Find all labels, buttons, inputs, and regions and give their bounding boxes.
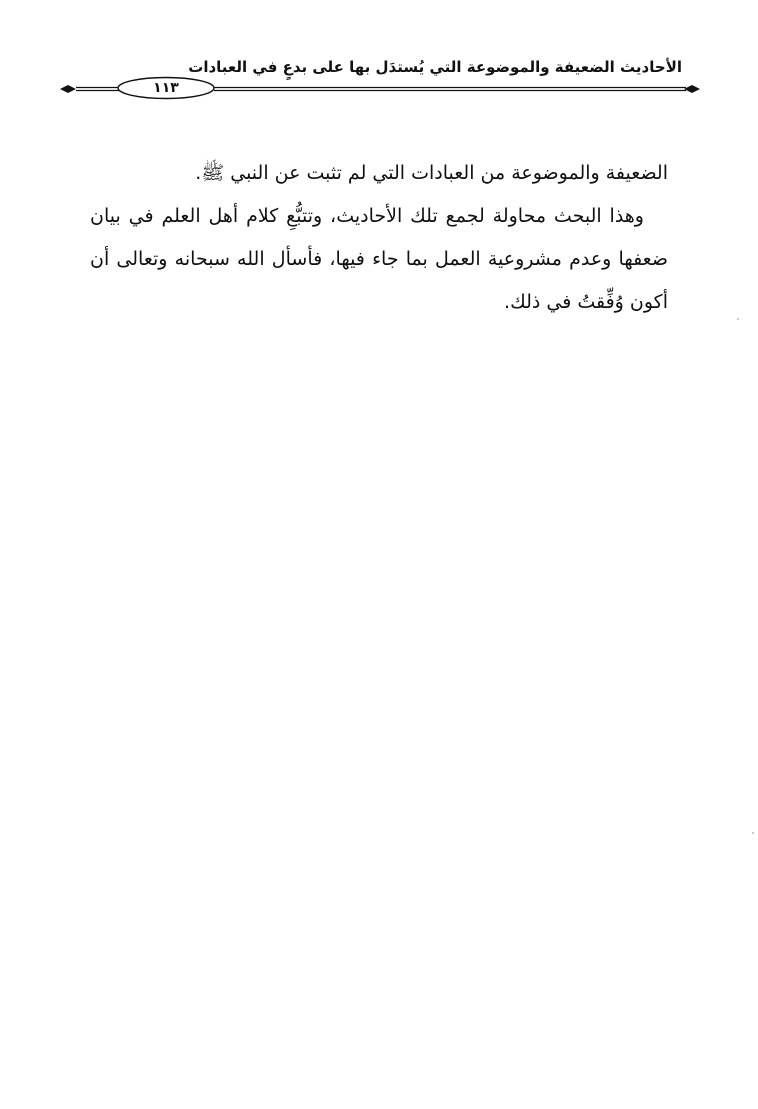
scan-speck — [737, 318, 739, 320]
page-number: ١١٣ — [153, 80, 179, 96]
paragraph-research-purpose: وهذا البحث محاولة لجمع تلك الأحاديث، وتتبُّعِ كلام أهل العلم في بيان ضعفها وعدم مشروعية العمل بما جاء فيها، فأسأل الله سبحانه وتعالى أن أكون وُفِّقتُ في ذلك. — [90, 205, 668, 313]
scan-speck — [752, 832, 754, 834]
running-title: الأحاديث الضعيفة والموضوعة التي يُستدَل بها على بدعٍ في العبادات — [188, 58, 682, 76]
paragraph-continuation: الضعيفة والموضوعة من العبادات التي لم تثبت عن النبي ﷺ. — [195, 162, 668, 184]
body-text — [90, 152, 668, 324]
page-header — [58, 52, 702, 102]
